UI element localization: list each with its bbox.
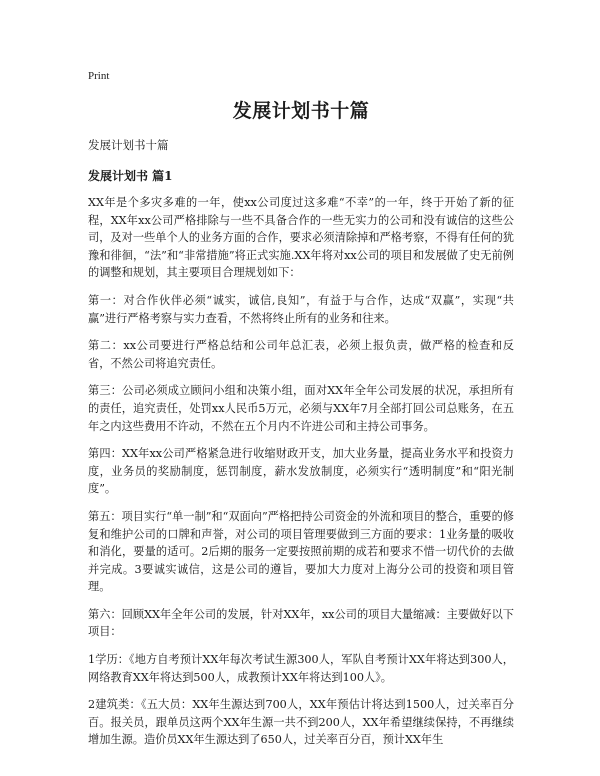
paragraph-point-3: 第三：公司必须成立顾问小组和决策小组，面对XX年全年公司发展的状况，承担所有的责任，追究责任，处罚xx人民币5万元，必须与XX年7月全部打回公司总账务，在五年之内这些费用不许动，不然在五个月内不许进公司和主持公司事务。 [88,384,514,433]
paragraph-point-1: 第一：对合作伙伴必须“诚实，诚信,良知”，有益于与合作，达成“双赢”，实现“共赢”进行严格考察与实力查看，不然将终止所有的业务和往来。 [88,293,514,325]
paragraph-point-4: 第四：XX年xx公司严格紧急进行收缩财政开支，加大业务量，提高业务水平和投资力度，业务员的奖励制度，惩罚制度，薪水发放制度，必须实行“透明制度”和“阳光制度”。 [88,447,514,496]
paragraph-item-construction: 2建筑类：《五大员：XX年生源达到700人，XX年预估计将达到1500人，过关率百分百。报关员，跟单员这两个XX年生源一共不到200人，XX年希望继续保持，不再继续增加生源。造价员XX年生源达到了650人，过关率百分百，预计XX年生 [88,698,514,747]
section-heading: 发展计划书 篇1 [88,169,173,183]
paragraph-point-5: 第五：项目实行“单一制”和“双面向”严格把持公司资金的外流和项目的整合，重要的修复和维护公司的口牌和声誉，对公司的项目管理要做到三方面的要求：1业务量的吸收和消化，要量的适可。2后期的服务一定要按照前期的成若和要求不惜一切代价的去做并完成。3要诚实诚信，这是公司的遵旨，要加大力度对上海分公司的投资和项目管理。 [88,509,514,594]
paragraph-intro: XX年是个多灾多难的一年，使xx公司度过这多难“不幸”的一年，终于开始了新的征程，XX年xx公司严格排除与一些不具备合作的一些无实力的公司和没有诚信的这些公司，及对一些单个人的业务方面的合作，要求必须清除掉和严格考察，不得有任何的犹豫和徘徊，“法”和“非常措施”将正式实施.XX年将对xx公司的项目和发展做了史无前例的调整和规划，其主要项目合理规划如下： [88,196,514,280]
paragraph-point-2: 第二：xx公司要进行严格总结和公司年总汇表，必须上报负责，做严格的检查和反省，不然公司将追究责任。 [88,339,514,370]
print-link[interactable]: Print [88,70,110,82]
document-page [88,70,514,759]
paragraph-point-6: 第六：回顾XX年全年公司的发展，针对XX年，xx公司的项目大量缩减：主要做好以下项目： [88,607,514,639]
document-subtitle: 发展计划书十篇 [88,138,169,152]
document-title: 发展计划书十篇 [232,100,370,122]
paragraph-item-education: 1学历：《地方自考预计XX年每次考试生源300人，军队自考预计XX年将达到300人，网络教育XX年将达到500人，成教预计XX年将达到100人》。 [88,653,514,684]
